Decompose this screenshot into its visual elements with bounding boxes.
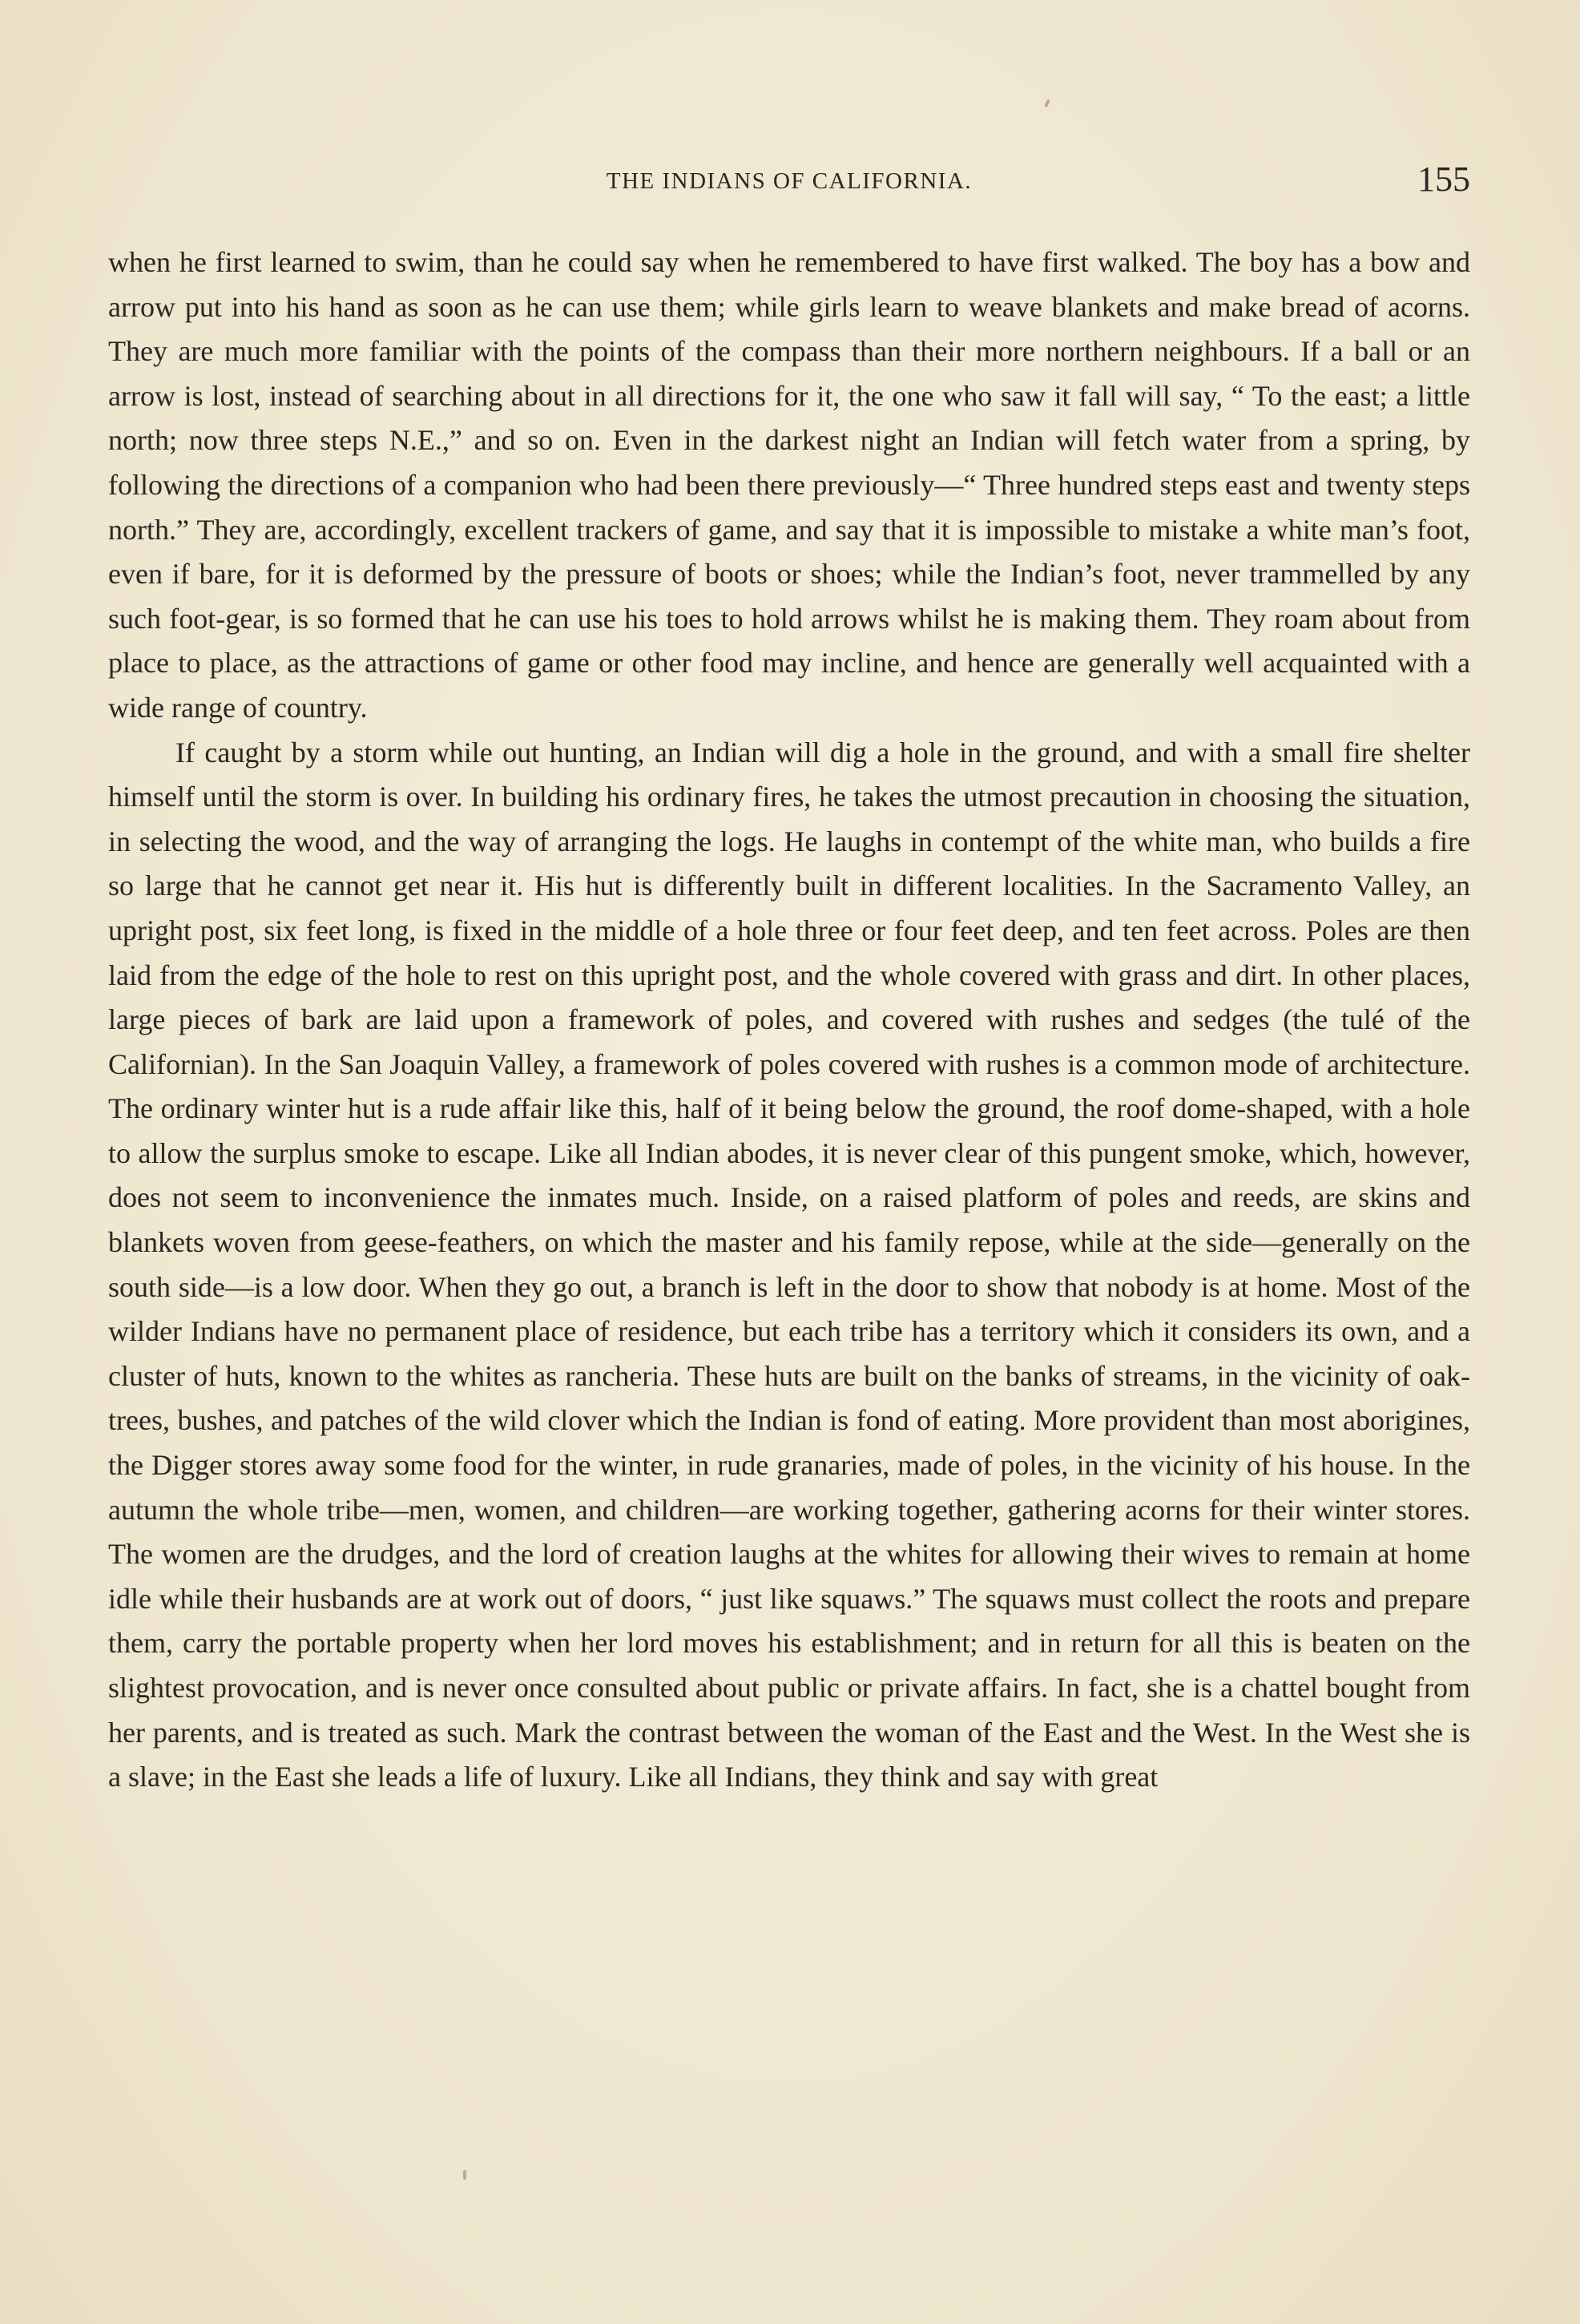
page-header [108,159,1470,207]
paragraph-2: If caught by a storm while out hunting, an Indian will dig a hole in the ground, and with a small fire shelter himself until the storm is over. In building his ordinary fires, he takes the utmost precaution in choosing the situation, in selecting the wood, and the way of arranging the logs. He laughs in contempt of the white man, who builds a fire so large that he cannot get near it. His hut is differently built in different localities. In the Sacramento Valley, an upright post, six feet long, is fixed in the middle of a hole three or four feet deep, and ten feet across. Poles are then laid from the edge of the hole to rest on this upright post, and the whole covered with grass and dirt. In other places, large pieces of bark are laid upon a framework of poles, and covered with rushes and sedges (the tulé of the Californian). In the San Joaquin Valley, a framework of poles covered with rushes is a common mode of architecture. The ordinary winter hut is a rude affair like this, half of it being below the ground, the roof dome-shaped, with a hole to allow the surplus smoke to escape. Like all Indian abodes, it is never clear of this pungent smoke, which, however, does not seem to inconvenience the inmates much. Inside, on a raised platform of poles and reeds, are skins and blankets woven from geese-feathers, on which the master and his family repose, while at the side—generally on the south side—is a low door. When they go out, a branch is left in the door to show that nobody is at home. Most of the wilder Indians have no permanent place of residence, but each tribe has a territory which it considers its own, and a cluster of huts, known to the whites as rancheria. These huts are built on the banks of streams, in the vicinity of oak-trees, bushes, and patches of the wild clover which the Indian is fond of eating. More provident than most aborigines, the Digger stores away some food for the winter, in rude granaries, made of poles, in the vicinity of his house. In the autumn the whole tribe—men, women, and children—are working together, gathering acorns for their winter stores. The women are the drudges, and the lord of creation laughs at the whites for allowing their wives to remain at home idle while their husbands are at work out of doors, “ just like squaws.” The squaws must collect the roots and prepare them, carry the portable property when her lord moves his establishment; and in return for all this is beaten on the slightest provocation, and is never once consulted about public or private affairs. In fact, she is a chattel bought from her parents, and is treated as such. Mark the contrast between the woman of the East and the West. In the West she is a slave; in the East she leads a life of luxury. Like all Indians, they think and say with great [108,736,1470,1793]
running-head: THE INDIANS OF CALIFORNIA. [606,168,973,194]
paragraph-1: when he first learned to swim, than he could say when he remembered to have first walked. The boy has a bow and arrow put into his hand as soon as he can use them; while girls learn to weave blankets and make bread of acorns. They are much more familiar with the points of the compass than their more northern neighbours. If a ball or an arrow is lost, instead of searching about in all directions for it, the one who saw it fall will say, “ To the east; a little north; now three steps N.E.,” and so on. Even in the darkest night an Indian will fetch water from a spring, by following the directions of a companion who had been there previously—“ Three hundred steps east and twenty steps north.” They are, accordingly, excellent trackers of game, and say that it is impossible to mistake a white man’s foot, even if bare, for it is deformed by the pressure of boots or shoes; while the Indian’s foot, never trammelled by any such foot-gear, is so formed that he can use his toes to hold arrows whilst he is making them. They roam about from place to place, as the attractions of game or other food may incline, and hence are generally well acquainted with a wide range of country. [108,246,1470,724]
page-number: 155 [1417,159,1470,199]
paper-speck [1044,99,1050,108]
paper-speck [463,2170,466,2180]
text-body [108,240,1470,1800]
